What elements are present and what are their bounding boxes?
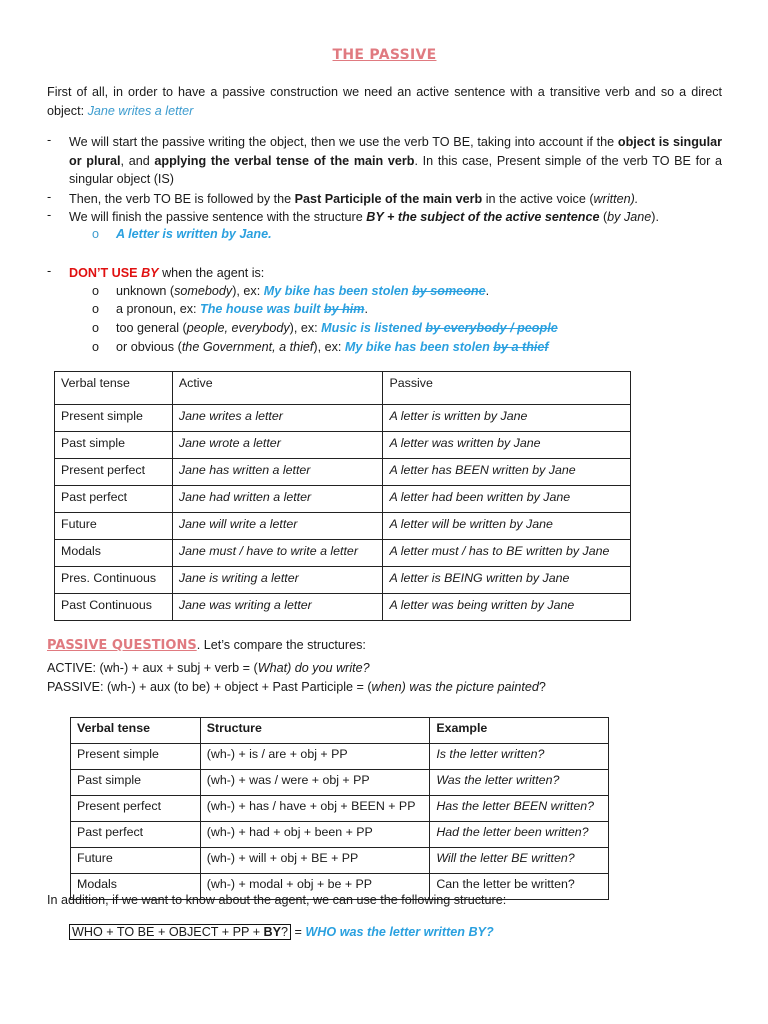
- table-row: Past simple Jane wrote a letter A letter was written by Jane: [55, 432, 631, 459]
- table-row: Future Jane will write a letter A letter will be written by Jane: [55, 513, 631, 540]
- table-row: Past perfect (wh-) + had + obj + been + PP Had the letter been written?: [71, 822, 609, 848]
- circle-bullet-icon: o: [92, 340, 100, 354]
- table-header-row: Verbal tense Structure Example: [71, 718, 609, 744]
- agent-example: WHO was the letter written BY?: [305, 925, 494, 939]
- table-row: Modals Jane must / have to write a letter A letter must / has to BE written by Jane: [55, 540, 631, 567]
- agent-case-item: or obvious (the Government, a thief), ex: My bike has been stolen by a thief: [116, 340, 549, 354]
- tense-table: [54, 371, 631, 621]
- table-row: Present perfect (wh-) + has / have + obj + BEEN + PP Has the letter BEEN written?: [71, 796, 609, 822]
- dont-use-by: DON’T USE BY when the agent is:: [69, 266, 265, 280]
- table-row: Past perfect Jane had written a letter A letter had been written by Jane: [55, 486, 631, 513]
- page-title: THE PASSIVE: [332, 47, 437, 63]
- bullet-dash: -: [47, 264, 52, 278]
- table-row: Present simple (wh-) + is / are + obj + PP Is the letter written?: [71, 744, 609, 770]
- agent-case-item: too general (people, everybody), ex: Music is listened by everybody / people: [116, 321, 558, 335]
- table-row: Future (wh-) + will + obj + BE + PP Will the letter BE written?: [71, 848, 609, 874]
- circle-bullet-icon: o: [92, 227, 100, 241]
- active-structure: ACTIVE: (wh-) + aux + subj + verb = (What) do you write?: [47, 661, 370, 675]
- table-row: Past simple (wh-) + was / were + obj + PP Was the letter written?: [71, 770, 609, 796]
- bullet-dash: -: [47, 190, 52, 204]
- step-3: We will finish the passive sentence with the structure BY + the subject of the active sentence (by Jane).: [69, 210, 659, 224]
- table-row: Present perfect Jane has written a letter A letter has BEEN written by Jane: [55, 459, 631, 486]
- circle-bullet-icon: o: [92, 321, 100, 335]
- intro-paragraph: First of all, in order to have a passive construction we need an active sentence with a transitive verb and so a direct object: Jane writes a letter: [47, 85, 722, 118]
- step-1: We will start the passive writing the object, then we use the verb TO BE, taking into account if the object is singular or plural, and applying the verbal tense of the main verb. In this case, Present simple of the verb TO BE for a singular object (IS): [69, 135, 722, 186]
- step-2: Then, the verb TO BE is followed by the Past Participle of the main verb in the active voice (written).: [69, 192, 639, 206]
- questions-heading: PASSIVE QUESTIONS. Let’s compare the structures:: [47, 638, 366, 653]
- agent-structure: WHO + TO BE + OBJECT + PP + BY? = WHO was the letter written BY?: [69, 925, 494, 939]
- passive-structure: PASSIVE: (wh-) + aux (to be) + object + Past Participle = (when) was the picture painted?: [47, 680, 546, 694]
- table-row: Present simple Jane writes a letter A letter is written by Jane: [55, 405, 631, 432]
- agent-case-item: unknown (somebody), ex: My bike has been stolen by someone.: [116, 284, 490, 298]
- table-header-row: Verbal tense Active Passive: [55, 372, 631, 405]
- table-row: Modals (wh-) + modal + obj + be + PP Can the letter be written?: [71, 874, 609, 900]
- table-row: Past Continuous Jane was writing a letter A letter was being written by Jane: [55, 594, 631, 621]
- circle-bullet-icon: o: [92, 284, 100, 298]
- circle-bullet-icon: o: [92, 302, 100, 316]
- agent-intro: In addition, if we want to know about the agent, we can use the following structure:: [47, 893, 507, 907]
- table-row: Pres. Continuous Jane is writing a letter A letter is BEING written by Jane: [55, 567, 631, 594]
- bullet-dash: -: [47, 133, 52, 147]
- intro-example: Jane writes a letter: [87, 103, 194, 118]
- questions-table: [70, 717, 609, 900]
- step-example: A letter is written by Jane.: [116, 227, 272, 241]
- bullet-dash: -: [47, 208, 52, 222]
- agent-case-item: a pronoun, ex: The house was built by him.: [116, 302, 368, 316]
- structure-box: WHO + TO BE + OBJECT + PP + BY?: [69, 924, 291, 940]
